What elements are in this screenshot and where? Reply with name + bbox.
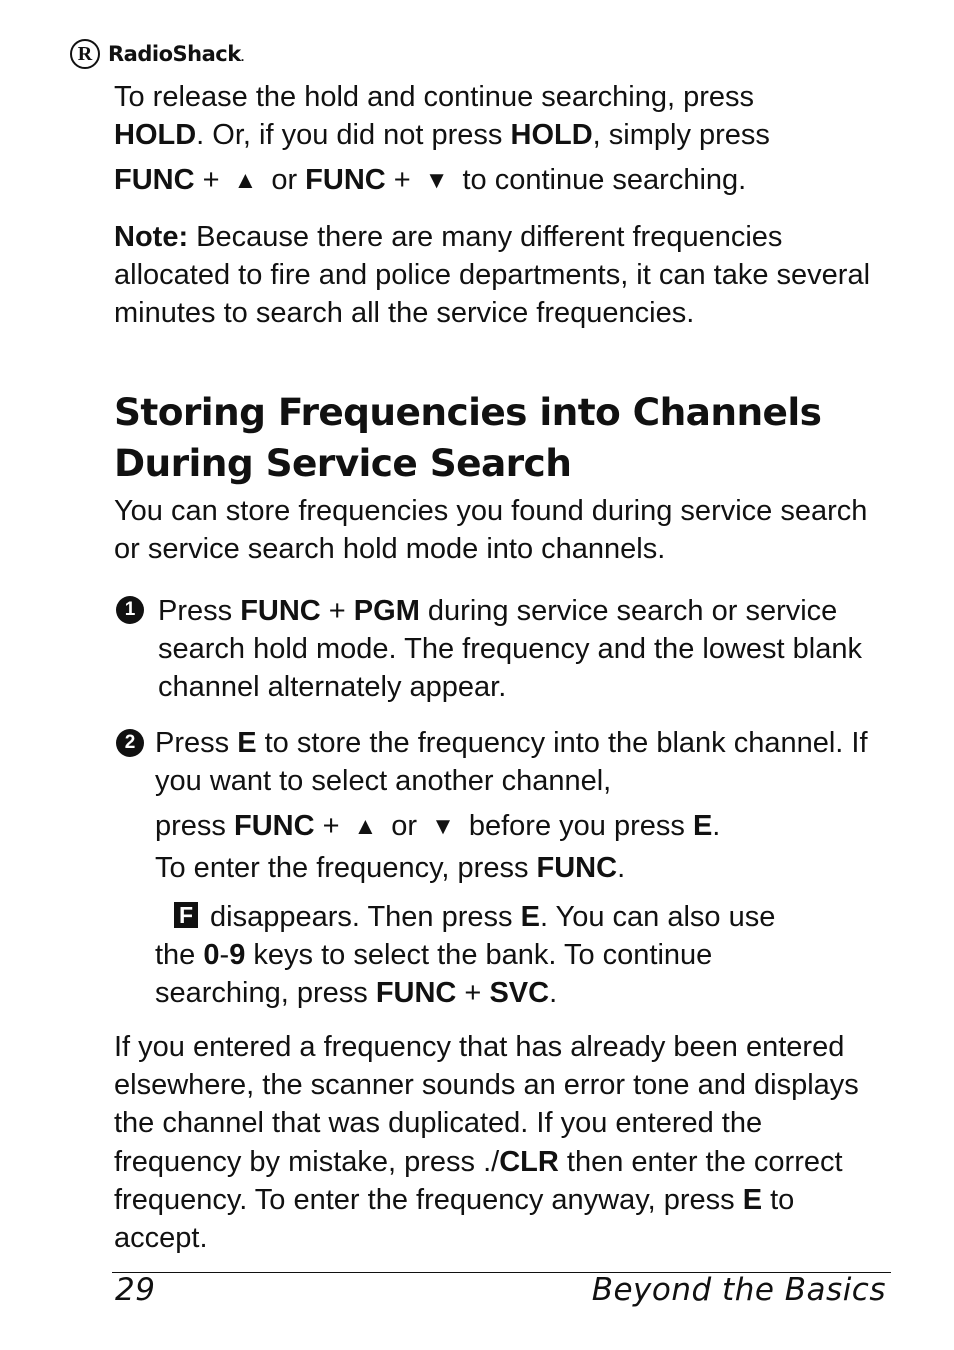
registered-mark-icon: R: [70, 39, 100, 69]
lead-paragraph: You can store frequencies you found during service search or service search hold mode into channels.: [114, 495, 868, 566]
f-indicator-icon: F: [174, 902, 198, 928]
radioshack-logo: [70, 37, 244, 71]
section-title: Beyond the Basics: [591, 1272, 886, 1308]
step-1-text: Press FUNC + PGM during service search or service search hold mode. The frequency and the lowest blank channel alternately appear.: [158, 595, 862, 704]
closing-paragraph: If you entered a frequency that has already been entered elsewhere, the scanner sounds an error tone and displays the channel that was duplicated. If you entered the frequency by mistake, press ./CLR then enter the correct frequency. To enter the frequency anyway, press E to accept.: [114, 1031, 859, 1255]
down-arrow-icon: ▼: [431, 813, 455, 841]
step-1-number-icon: 1: [116, 596, 144, 624]
down-arrow-icon: ▼: [424, 167, 449, 195]
step-2-text: Press E to store the frequency into the blank channel. If you want to select another channel, press FUNC + ▲ or ▼ before you press E. To enter the frequency, press FUNC. F disappears. Then press E. You can also use the 0-9 keys to select the bank. To continue searching, press FUNC + SVC.: [155, 727, 868, 1010]
brand-name: RadioShack.: [108, 42, 244, 66]
intro-paragraph: To release the hold and continue searching, press HOLD. Or, if you did not press HOLD, simply press FUNC + ▲ or FUNC + ▼ to continue searching.: [114, 78, 894, 203]
up-arrow-icon: ▲: [353, 813, 378, 841]
section-heading: Storing Frequencies into Channels During Service Search: [114, 390, 822, 485]
step-2-number-icon: 2: [116, 729, 144, 757]
up-arrow-icon: ▲: [233, 167, 258, 195]
page-number: 29: [115, 1272, 156, 1308]
note-paragraph: Note: Because there are many different frequencies allocated to fire and police departments, it can take several minutes to search all the service frequencies.: [114, 221, 871, 330]
